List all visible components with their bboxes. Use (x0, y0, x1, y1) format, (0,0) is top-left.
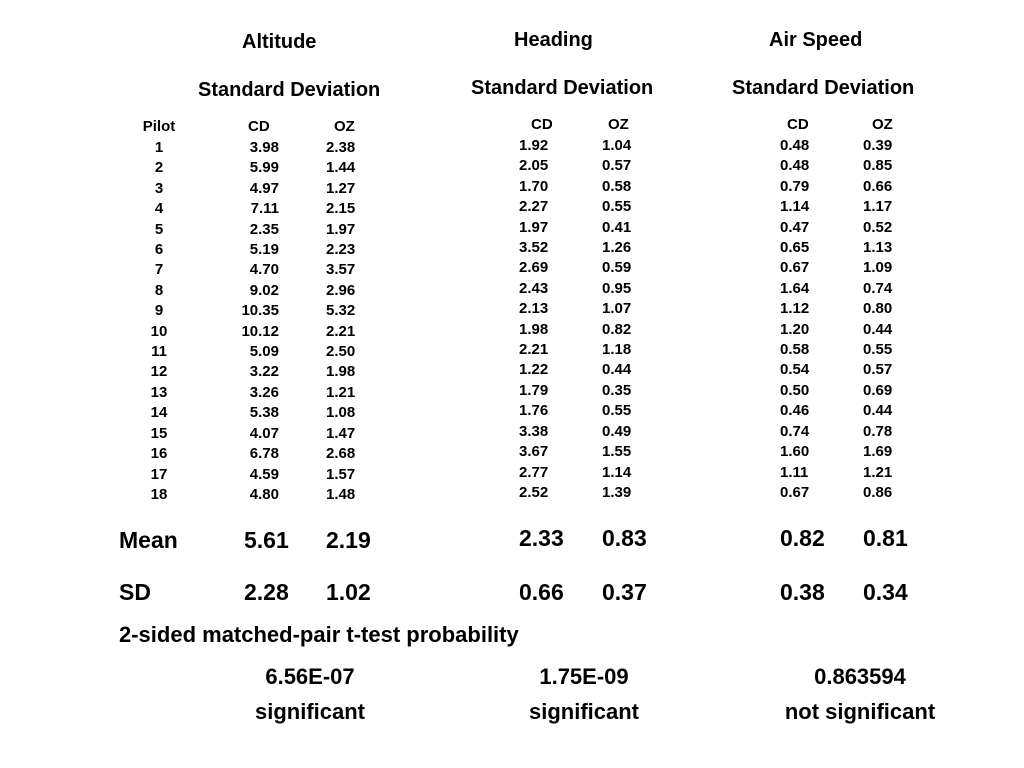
table-cell: 0.39 (863, 137, 893, 154)
heading-mean-cd: 2.33 (519, 525, 564, 551)
table-cell: 1 (154, 139, 164, 156)
table-cell: 10.12 (241, 322, 279, 340)
airspeed-oz-header: OZ (872, 116, 893, 133)
table-cell: 10 (150, 322, 168, 340)
table-cell: 11 (151, 343, 167, 361)
airspeed-mean-oz: 0.81 (863, 525, 908, 551)
table-cell: 10.35 (241, 302, 279, 320)
table-cell: 0.48 (780, 157, 810, 175)
table-cell: 1.27 (326, 179, 356, 197)
table-cell: 1.13 (863, 239, 893, 257)
table-cell: 15 (150, 424, 168, 442)
table-cell: 2.27 (519, 198, 549, 216)
altitude-oz-header: OZ (334, 118, 355, 135)
heading-cd-header: CD (531, 116, 553, 133)
altitude-cd-header: CD (248, 118, 270, 135)
table-cell: 2.15 (326, 200, 356, 218)
table-cell: 16 (150, 445, 168, 463)
table-cell: 2.52 (519, 483, 549, 501)
table-cell: 1.44 (326, 159, 356, 177)
table-cell: 2.69 (519, 259, 549, 277)
table-cell: 2.35 (249, 220, 279, 238)
table-cell: 0.54 (780, 361, 810, 379)
table-cell: 0.67 (780, 259, 810, 277)
altitude-verdict: significant (254, 699, 365, 724)
table-cell: 0.58 (602, 177, 632, 195)
table-cell: 0.74 (863, 279, 893, 297)
table-cell: 0.52 (863, 218, 893, 236)
table-cell: 7 (154, 261, 164, 279)
table-cell: 4.80 (249, 485, 279, 503)
table-cell: 4.97 (249, 179, 279, 197)
table-cell: 1.21 (863, 463, 893, 481)
heading-sd-oz: 0.37 (602, 579, 647, 605)
table-cell: 1.64 (780, 279, 810, 297)
table-cell: 18 (150, 485, 168, 503)
table-cell: 0.55 (602, 198, 632, 216)
table-cell: 1.26 (602, 239, 632, 257)
airspeed-mean-cd: 0.82 (780, 525, 825, 551)
table-cell: 2 (154, 159, 164, 177)
table-cell: 0.86 (863, 483, 893, 501)
table-cell: 1.57 (326, 465, 356, 483)
table-cell: 1.97 (519, 218, 549, 236)
airspeed-cd-header: CD (787, 116, 809, 133)
table-cell: 0.95 (602, 279, 632, 297)
table-cell: 14 (150, 404, 168, 422)
table-cell: 0.47 (780, 218, 810, 236)
table-cell: 1.98 (519, 320, 549, 338)
table-cell: 2.21 (519, 341, 549, 359)
table-cell: 2.05 (519, 157, 549, 175)
table-cell: 3.57 (326, 261, 356, 279)
table-cell: 0.58 (780, 341, 810, 359)
table-cell: 0.74 (780, 422, 810, 440)
table-cell: 13 (150, 383, 168, 401)
table-cell: 1.14 (602, 463, 632, 481)
table-cell: 5.19 (249, 241, 279, 259)
table-cell: 1.07 (602, 300, 632, 318)
table-cell: 6 (154, 241, 164, 259)
table-cell: 0.85 (863, 157, 893, 175)
table-cell: 1.47 (326, 424, 356, 442)
table-cell: 0.50 (780, 381, 810, 399)
table-cell: 0.79 (780, 177, 810, 195)
mean-label: Mean (119, 527, 178, 553)
table-cell: 1.48 (326, 485, 356, 503)
table-cell: 0.41 (602, 218, 632, 236)
table-cell: 3.26 (249, 383, 279, 401)
table-cell: 2.13 (519, 300, 549, 318)
heading-sd-cd: 0.66 (519, 579, 564, 605)
pilot-column (130, 138, 188, 505)
altitude-title: Altitude (242, 31, 317, 53)
table-cell: 5 (154, 220, 164, 238)
table-cell: 6.78 (249, 445, 279, 463)
altitude-mean-cd: 5.61 (244, 527, 289, 553)
table-cell: 0.48 (780, 137, 810, 154)
heading-probability: 1.75E-09 (539, 664, 629, 689)
table-cell: 5.38 (249, 404, 279, 422)
table-cell: 3.38 (519, 422, 549, 440)
table-cell: 0.57 (602, 157, 632, 175)
heading-cd-column (519, 136, 548, 503)
table-cell: 0.66 (863, 177, 893, 195)
table-cell: 0.44 (863, 402, 893, 420)
airspeed-verdict: not significant (784, 699, 936, 724)
airspeed-probability: 0.863594 (814, 664, 906, 689)
table-cell: 0.55 (863, 341, 893, 359)
table-cell: 4.70 (249, 261, 279, 279)
altitude-sd-oz: 1.02 (326, 579, 371, 605)
table-cell: 0.46 (780, 402, 810, 420)
table-cell: 0.78 (863, 422, 893, 440)
table-cell: 0.44 (863, 320, 893, 338)
table-cell: 0.65 (780, 239, 810, 257)
table-cell: 1.17 (863, 198, 893, 216)
altitude-sd-cd: 2.28 (244, 579, 289, 605)
airspeed-cd-column (780, 136, 809, 503)
table-cell: 4.07 (249, 424, 279, 442)
airspeed-sd-cd: 0.38 (780, 579, 825, 605)
airspeed-sd-oz: 0.34 (863, 579, 908, 605)
table-cell: 12 (150, 363, 168, 381)
airspeed-subtitle: Standard Deviation (732, 77, 915, 99)
table-cell: 1.09 (863, 259, 893, 277)
heading-verdict: significant (528, 699, 639, 724)
table-cell: 9.02 (249, 281, 279, 299)
table-cell: 4 (154, 200, 164, 218)
pilot-column-header: Pilot (142, 118, 176, 135)
table-cell: 1.39 (602, 483, 632, 501)
table-cell: 2.96 (326, 281, 356, 299)
heading-oz-column (602, 136, 631, 503)
airspeed-oz-column (863, 136, 892, 503)
altitude-subtitle: Standard Deviation (198, 79, 381, 101)
table-cell: 5.99 (249, 159, 279, 177)
table-cell: 2.23 (326, 241, 356, 259)
ttest-label: 2-sided matched-pair t-test probability (119, 622, 519, 647)
table-cell: 1.97 (326, 220, 356, 238)
table-cell: 1.20 (780, 320, 810, 338)
heading-title: Heading (514, 29, 593, 51)
table-cell: 3.98 (249, 139, 279, 156)
table-cell: 0.57 (863, 361, 893, 379)
altitude-oz-column (326, 138, 355, 505)
table-cell: 5.32 (326, 302, 356, 320)
table-cell: 2.77 (519, 463, 549, 481)
table-cell: 0.80 (863, 300, 893, 318)
table-cell: 3.67 (519, 443, 549, 461)
table-cell: 2.50 (326, 343, 356, 361)
sd-label: SD (119, 579, 151, 605)
altitude-cd-column (222, 138, 279, 505)
table-cell: 0.35 (602, 381, 632, 399)
altitude-probability: 6.56E-07 (265, 664, 355, 689)
table-cell: 2.21 (326, 322, 356, 340)
table-cell: 9 (154, 302, 164, 320)
airspeed-title: Air Speed (769, 29, 863, 51)
table-cell: 3 (154, 179, 164, 197)
table-cell: 1.04 (602, 137, 632, 154)
table-cell: 1.22 (519, 361, 549, 379)
table-cell: 0.59 (602, 259, 632, 277)
table-cell: 0.49 (602, 422, 632, 440)
table-cell: 1.14 (780, 198, 810, 216)
table-cell: 1.11 (780, 463, 809, 481)
table-cell: 8 (154, 281, 164, 299)
table-cell: 3.22 (249, 363, 279, 381)
table-cell: 3.52 (519, 239, 549, 257)
table-cell: 1.18 (602, 341, 632, 359)
heading-oz-header: OZ (608, 116, 629, 133)
table-cell: 1.21 (326, 383, 356, 401)
table-cell: 0.67 (780, 483, 810, 501)
table-cell: 0.82 (602, 320, 632, 338)
table-cell: 1.60 (780, 443, 810, 461)
table-cell: 1.76 (519, 402, 549, 420)
table-cell: 7.11 (250, 200, 279, 218)
table-cell: 1.92 (519, 137, 549, 154)
table-cell: 1.98 (326, 363, 356, 381)
table-cell: 1.12 (780, 300, 810, 318)
table-cell: 0.69 (863, 381, 893, 399)
table-cell: 2.68 (326, 445, 356, 463)
altitude-mean-oz: 2.19 (326, 527, 371, 553)
table-cell: 1.08 (326, 404, 356, 422)
heading-mean-oz: 0.83 (602, 525, 647, 551)
table-cell: 1.70 (519, 177, 549, 195)
heading-subtitle: Standard Deviation (471, 77, 654, 99)
table-cell: 1.79 (519, 381, 549, 399)
table-cell: 5.09 (249, 343, 279, 361)
table-cell: 2.38 (326, 139, 356, 156)
table-cell: 1.55 (602, 443, 632, 461)
table-cell: 0.55 (602, 402, 632, 420)
table-cell: 4.59 (249, 465, 279, 483)
table-cell: 17 (150, 465, 168, 483)
table-cell: 0.44 (602, 361, 632, 379)
table-cell: 1.69 (863, 443, 893, 461)
table-cell: 2.43 (519, 279, 549, 297)
